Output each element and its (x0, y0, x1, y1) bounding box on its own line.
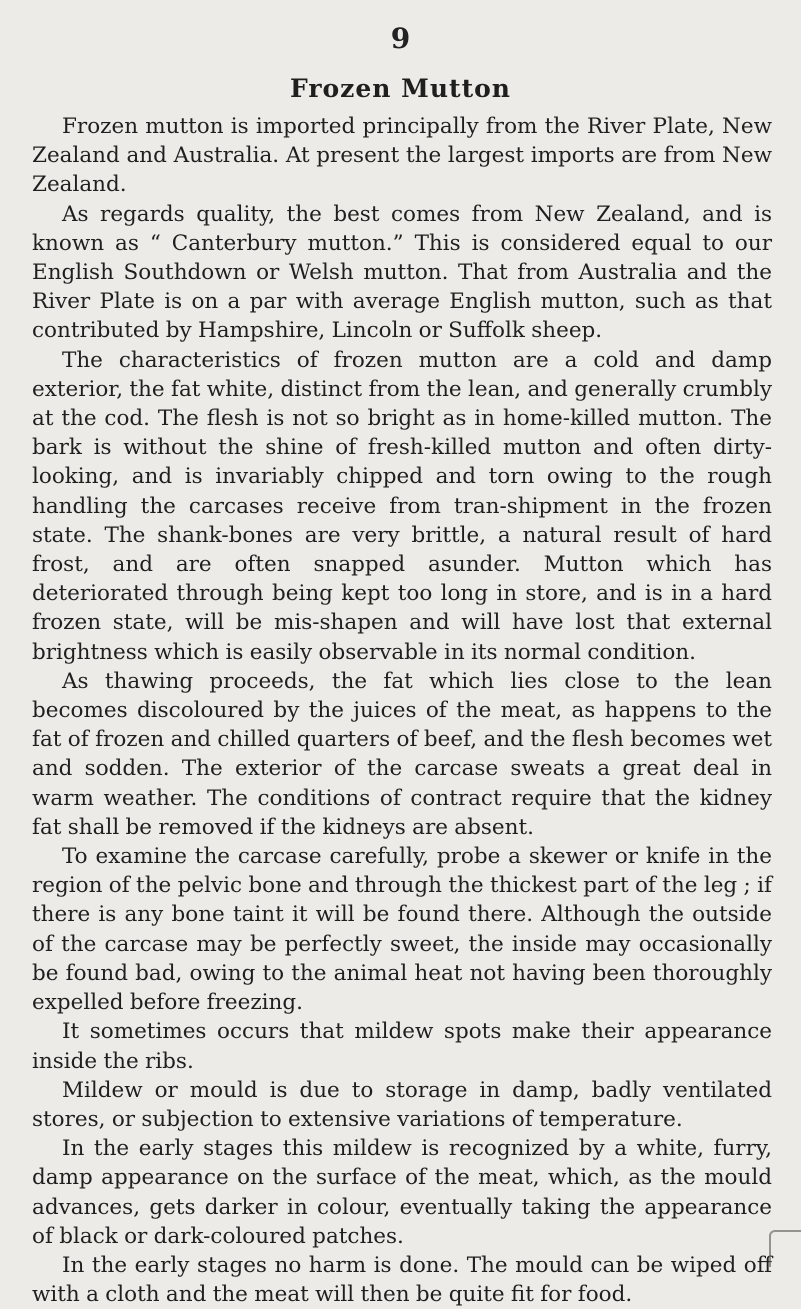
paragraph: The characteristics of frozen mutton are a cold and damp exterior, the fat white, distinct from the lean, and generally crumbly at the cod. The flesh is not so bright as in home-killed mutton. The bark is without the shine of fresh-killed mutton and often dirty-looking, and is invariably chipped and torn owing to the rough handling the carcases receive from tran-shipment in the frozen state. The shank-bones are very brittle, a natural result of hard frost, and are often snapped asunder. Mutton which has deteriorated through being kept too long in store, and is in a hard frozen state, will be mis-shapen and will have lost that external brightness which is easily observable in its normal condition. (32, 347, 772, 665)
paragraph: As regards quality, the best comes from New Zealand, and is known as “ Canterbury mutton.” This is considered equal to our English Southdown or Welsh mutton. That from Australia and the River Plate is on a par with average English mutton, such as that contributed by Hampshire, Lincoln or Suffolk sheep. (32, 201, 772, 344)
page-edge-mark (769, 1230, 801, 1267)
page-number: 9 (390, 22, 411, 55)
body-text (32, 112, 772, 1309)
paragraph: Mildew or mould is due to storage in damp, badly ventilated stores, or subjection to extensive variations of temperature. (32, 1077, 772, 1132)
paragraph: To examine the carcase carefully, probe a skewer or knife in the region of the pelvic bone and through the thickest part of the leg ; if there is any bone taint it will be found there. Although the outside of the carcase may be perfectly sweet, the inside may occasionally be found bad, owing to the animal heat not having been thoroughly expelled before freezing. (32, 844, 772, 1016)
page-title: Frozen Mutton (290, 74, 511, 103)
paragraph: In the early stages this mildew is recognized by a white, furry, damp appearance on the surface of the meat, which, as the mould advances, gets darker in colour, eventually taking the appearance of black or dark-coloured patches. (32, 1136, 772, 1249)
paragraph: It sometimes occurs that mildew spots make their appearance inside the ribs. (32, 1019, 772, 1074)
paragraph: Frozen mutton is imported principally from the River Plate, New Zealand and Australia. At present the largest imports are from New Zealand. (32, 114, 772, 198)
paragraph: As thawing proceeds, the fat which lies close to the lean becomes discoloured by the juices of the meat, as happens to the fat of frozen and chilled quarters of beef, and the flesh becomes wet and sodden. The exterior of the carcase sweats a great deal in warm weather. The conditions of contract require that the kidney fat shall be removed if the kidneys are absent. (32, 668, 772, 840)
paragraph: In the early stages no harm is done. The mould can be wiped off with a cloth and the meat will then be quite fit for food. (32, 1252, 772, 1308)
